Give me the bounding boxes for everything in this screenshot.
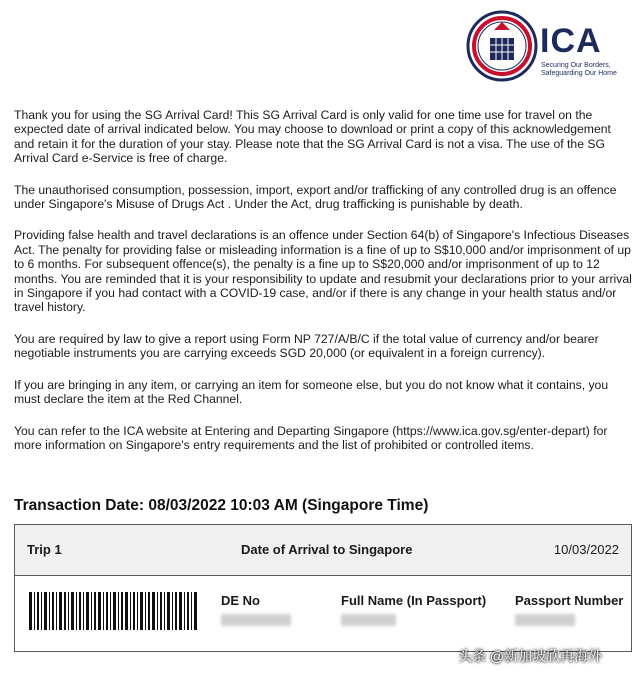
arrival-label: Date of Arrival to Singapore <box>241 542 413 557</box>
paragraph-health-declaration: Providing false health and travel declarations is an offence under Section 64(b) of Singapore's Infectious Diseases Act. The penalty for providing false or misleading information is a fine of up to S$10,000 and/or imprisonment of up to 6 months. For subsequent offence(s), the penalty is a fine up to S$20,000 and/or imprisonment of up to 12 months. You are reminded that it is your responsibility to update and resubmit your declarations prior to your arrival in Singapore if you had contact with a COVID-19 case, and/or if there is any change in your health status and/or travel history. <box>14 228 632 315</box>
transaction-date: Transaction Date: 08/03/2022 10:03 AM (Singapore Time) <box>14 497 429 514</box>
paragraph-ica-website: You can refer to the ICA website at Entering and Departing Singapore (https://www.ica.gov.sg/enter-depart) for more information on Singapore's entry requirements and the list of prohibited or controlled items. <box>14 423 608 452</box>
trip-label: Trip 1 <box>27 542 62 557</box>
arrival-date: 10/03/2022 <box>553 542 619 557</box>
de-no-label: DE No <box>221 593 260 608</box>
logo-tagline: Securing Our Borders, Safeguarding Our Home <box>541 62 617 77</box>
trip-card-body <box>15 576 631 652</box>
de-no-redacted <box>221 614 291 626</box>
watermark: 头条 @新加坡欣再海外 <box>458 648 603 664</box>
full-name-redacted <box>341 614 396 626</box>
passport-number-redacted <box>515 614 575 626</box>
paragraph-thank-you: Thank you for using the SG Arrival Card! This SG Arrival Card is only valid for one time use for travel on the expected date of arrival indicated below. You may choose to download or print a copy of this acknowledgement and retain it for the duration of your stay. Please note that the SG Arrival Card is not a visa. The use of the SG Arrival Card e-Service is free of charge. <box>14 108 611 166</box>
logo-text: ICA <box>540 22 602 60</box>
paragraph-red-channel: If you are bringing in any item, or carrying an item for someone else, but you do not know what it contains, you must declare the item at the Red Channel. <box>14 377 609 407</box>
barcode-icon <box>29 592 199 630</box>
full-name-label: Full Name (In Passport) <box>341 593 487 608</box>
trip-card-header <box>15 525 631 576</box>
paragraph-drugs: The unauthorised consumption, possession, import, export and/or trafficking of any controlled drug is an offence under Singapore's Misuse of Drugs Act . Under the Act, drug trafficking is punishable by death. <box>14 182 617 212</box>
notice-body <box>14 108 634 469</box>
trip-card <box>14 524 632 652</box>
ica-crest-icon <box>466 10 538 82</box>
passport-number-label: Passport Number <box>515 593 624 608</box>
ica-logo <box>466 10 626 86</box>
paragraph-currency: You are required by law to give a report using Form NP 727/A/B/C if the total value of currency and/or bearer negotiable instruments you are carrying exceeds SGD 20,000 (or equivalent in a foreign currency). <box>14 331 599 361</box>
